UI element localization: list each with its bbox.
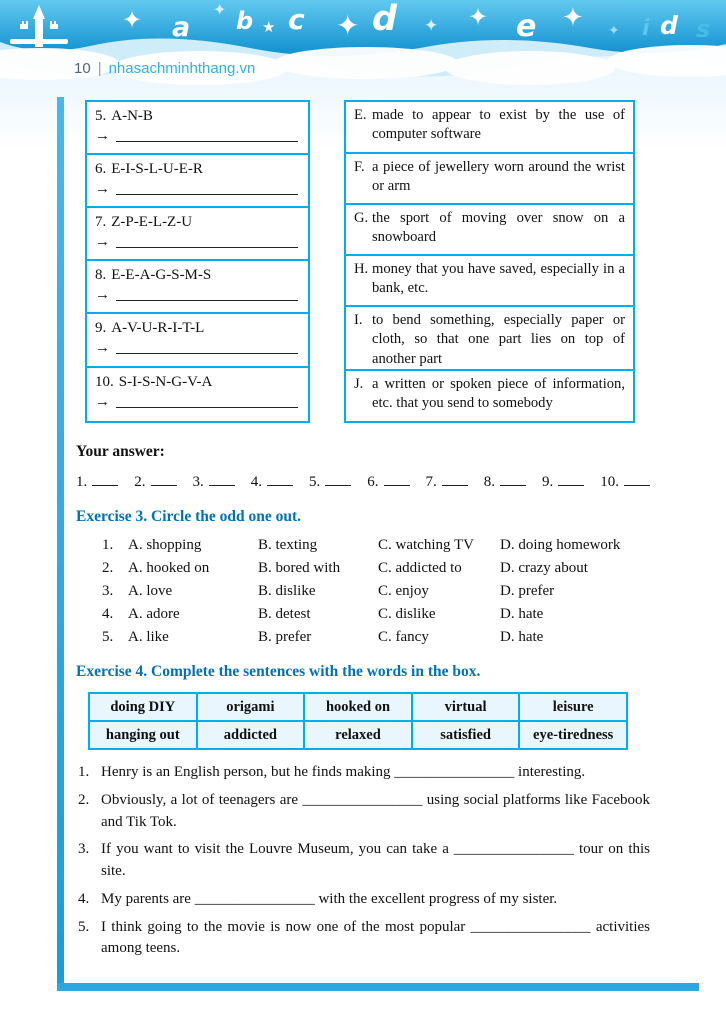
star-icon: ✦: [562, 3, 584, 33]
option: B. texting: [258, 537, 318, 553]
definition-text: made to appear to exist by the use of computer software: [372, 107, 625, 143]
star-icon: ✦: [468, 3, 489, 31]
word-box-row: [89, 721, 627, 749]
scramble-word: A-N-B: [111, 108, 153, 124]
answer-slot-number: 1.: [76, 474, 88, 490]
arrow-icon: →: [95, 128, 110, 144]
option: D. doing homework: [500, 537, 621, 553]
option: D. hate: [500, 606, 544, 622]
option: C. enjoy: [378, 583, 429, 599]
answer-slots: [76, 473, 650, 491]
sentence-number: 3.: [78, 841, 90, 858]
answer-slot: [76, 473, 118, 491]
answer-slot-number: 6.: [367, 474, 379, 490]
answer-slot-blank: [151, 473, 177, 486]
bottom-accent-bar: [57, 983, 699, 991]
definition-letter: I.: [354, 312, 363, 328]
table-row: [346, 102, 633, 154]
arrow-icon: →: [95, 287, 110, 303]
scramble-word: E-I-S-L-U-E-R: [111, 161, 203, 177]
answer-slot: [309, 473, 351, 491]
sentence-text: If you want to visit the Louvre Museum, you can take a ________________ tour on this site.: [101, 841, 650, 879]
scramble-table: [85, 100, 310, 423]
header-letter: e: [516, 9, 537, 44]
castle-icon: [8, 3, 70, 52]
sentence-item: [76, 762, 650, 784]
answer-slot-number: 3.: [192, 474, 204, 490]
star-icon: ✦: [424, 16, 439, 36]
answer-blank-line: [116, 393, 298, 408]
word-box-cell: virtual: [412, 693, 520, 721]
answer-slot-number: 8.: [483, 474, 495, 490]
your-answer-label: Your answer:: [76, 443, 165, 460]
star-icon: ✦: [608, 23, 620, 39]
word-box-table: [88, 692, 628, 750]
scramble-number: 8.: [95, 267, 107, 283]
item-number: 5.: [102, 629, 114, 645]
word-box-cell: eye-tiredness: [519, 721, 627, 749]
table-row: [87, 368, 308, 421]
page-header: [0, 0, 726, 96]
sentence-text: Obviously, a lot of teenagers are ________________ using social platforms like Facebook and Tik Tok.: [101, 791, 650, 830]
word-box-cell: relaxed: [304, 721, 412, 749]
header-letter: s: [696, 15, 711, 43]
sentence-item: [76, 917, 650, 961]
scramble-number: 7.: [95, 214, 107, 230]
answer-slot: [193, 473, 235, 491]
word-box-cell: satisfied: [412, 721, 520, 749]
table-row: [87, 155, 308, 208]
word-box-cell: addicted: [197, 721, 305, 749]
word-box-cell: hanging out: [89, 721, 197, 749]
item-number: 2.: [102, 560, 114, 576]
answer-slot: [600, 473, 650, 491]
exercise4-title: Exercise 4. Complete the sentences with the words in the box.: [76, 663, 481, 680]
scramble-number: 6.: [95, 161, 107, 177]
scramble-number: 5.: [95, 108, 107, 124]
page-info: [74, 60, 255, 77]
option: B. prefer: [258, 629, 312, 645]
option: D. prefer: [500, 583, 555, 599]
option: C. fancy: [378, 629, 429, 645]
definition-text: the sport of moving over snow on a snowboard: [372, 210, 625, 246]
table-row: [346, 154, 633, 205]
sentence-number: 1.: [78, 764, 90, 780]
answer-slot-blank: [384, 473, 410, 486]
scramble-word: A-V-U-R-I-T-L: [111, 320, 205, 336]
matching-tables: [85, 100, 650, 423]
page-content: [76, 100, 650, 966]
table-row: [346, 307, 633, 371]
star-icon: ✦: [213, 0, 227, 19]
exercise3-row: [102, 606, 650, 623]
answer-slot-number: 2.: [134, 474, 146, 490]
answer-blank-line: [116, 180, 298, 195]
star-icon: ✦: [122, 6, 143, 34]
answer-slot-blank: [442, 473, 468, 486]
answer-slot-blank: [209, 473, 235, 486]
answer-slot-blank: [92, 473, 118, 486]
scramble-number: 9.: [95, 320, 107, 336]
sentence-text: My parents are ________________ with the excellent progress of my sister.: [101, 890, 558, 907]
answer-slot-number: 7.: [425, 474, 437, 490]
definition-text: a written or spoken piece of information, etc. that you send to somebody: [372, 376, 625, 412]
site-name: nhasachminhthang.vn: [108, 60, 256, 77]
table-row: [87, 261, 308, 314]
answer-slot: [542, 473, 584, 491]
header-letter: c: [288, 3, 305, 36]
answer-slot-blank: [325, 473, 351, 486]
arrow-icon: →: [95, 234, 110, 250]
header-letter: i: [642, 16, 650, 41]
separator: |: [97, 60, 102, 77]
definition-text: to bend something, especially paper or cloth, so that one part lies on top of another part: [372, 312, 625, 367]
star-icon: ✦: [336, 9, 360, 42]
answer-blank-line: [116, 339, 298, 354]
exercise3-title: Exercise 3. Circle the odd one out.: [76, 508, 302, 525]
exercise3-row: [102, 629, 650, 646]
star-icon: ★: [262, 18, 276, 36]
exercise3-list: [102, 537, 650, 646]
answer-slot-blank: [500, 473, 526, 486]
answer-slot: [426, 473, 468, 491]
option: B. bored with: [258, 560, 341, 576]
answer-slot: [134, 473, 176, 491]
answer-slot: [484, 473, 526, 491]
sentence-list: [76, 762, 650, 960]
answer-slot-blank: [267, 473, 293, 486]
answer-slot: [251, 473, 293, 491]
scramble-number: 10.: [95, 374, 114, 390]
option: C. dislike: [378, 606, 436, 622]
answer-blank-line: [116, 286, 298, 301]
item-number: 1.: [102, 537, 114, 553]
answer-slot-number: 9.: [542, 474, 554, 490]
sentence-number: 2.: [78, 791, 90, 808]
sentence-item: [76, 889, 650, 911]
scramble-word: E-E-A-G-S-M-S: [111, 267, 212, 283]
word-box-cell: origami: [197, 693, 305, 721]
answer-slot-blank: [558, 473, 584, 486]
header-wave: [0, 0, 726, 96]
sentence-item: [76, 839, 650, 883]
word-box-cell: leisure: [519, 693, 627, 721]
answer-blank-line: [116, 127, 298, 142]
option: A. love: [128, 583, 173, 599]
definition-text: a piece of jewellery worn around the wrist or arm: [372, 159, 625, 195]
definition-letter: J.: [354, 376, 364, 392]
option: C. addicted to: [378, 560, 462, 576]
scramble-word: S-I-S-N-G-V-A: [118, 374, 213, 390]
option: A. hooked on: [128, 560, 210, 576]
arrow-icon: →: [95, 340, 110, 356]
definitions-table: [344, 100, 635, 423]
sentence-text: I think going to the movie is now one of the most popular ________________ activities among teens.: [101, 918, 650, 957]
header-letter: d: [660, 11, 678, 40]
header-letter: a: [172, 12, 191, 43]
definition-letter: F.: [354, 159, 365, 175]
option: A. adore: [128, 606, 180, 622]
option: C. watching TV: [378, 537, 474, 553]
answer-slot-number: 4.: [250, 474, 262, 490]
answer-slot-number: 5.: [309, 474, 321, 490]
header-letter: d: [372, 0, 398, 39]
answer-slot-number: 10.: [600, 474, 619, 490]
definition-letter: G.: [354, 210, 369, 226]
option: D. crazy about: [500, 560, 588, 576]
sentence-number: 5.: [78, 918, 90, 935]
definition-letter: H.: [354, 261, 369, 277]
word-box-cell: doing DIY: [89, 693, 197, 721]
exercise3-row: [102, 537, 650, 554]
item-number: 3.: [102, 583, 114, 599]
word-box-cell: hooked on: [304, 693, 412, 721]
option: A. shopping: [128, 537, 202, 553]
option: B. dislike: [258, 583, 316, 599]
item-number: 4.: [102, 606, 114, 622]
table-row: [346, 371, 633, 421]
table-row: [346, 205, 633, 256]
header-letter: b: [236, 7, 254, 35]
exercise3-row: [102, 560, 650, 577]
exercise3-row: [102, 583, 650, 600]
arrow-icon: →: [95, 394, 110, 410]
option: B. detest: [258, 606, 311, 622]
left-accent-bar: [57, 97, 64, 985]
word-box-row: [89, 693, 627, 721]
scramble-word: Z-P-E-L-Z-U: [111, 214, 193, 230]
sentence-number: 4.: [78, 890, 90, 907]
table-row: [87, 314, 308, 368]
option: D. hate: [500, 629, 544, 645]
page-number: 10: [74, 60, 91, 77]
answer-slot-blank: [624, 473, 650, 486]
sentence-item: [76, 790, 650, 834]
arrow-icon: →: [95, 181, 110, 197]
table-row: [87, 102, 308, 155]
definition-letter: E.: [354, 107, 367, 123]
definition-text: money that you have saved, especially in a bank, etc.: [372, 261, 625, 297]
answer-slot: [367, 473, 409, 491]
option: A. like: [128, 629, 169, 645]
answer-blank-line: [116, 233, 298, 248]
sentence-text: Henry is an English person, but he finds making ________________ interesting.: [101, 764, 586, 780]
table-row: [346, 256, 633, 307]
table-row: [87, 208, 308, 261]
